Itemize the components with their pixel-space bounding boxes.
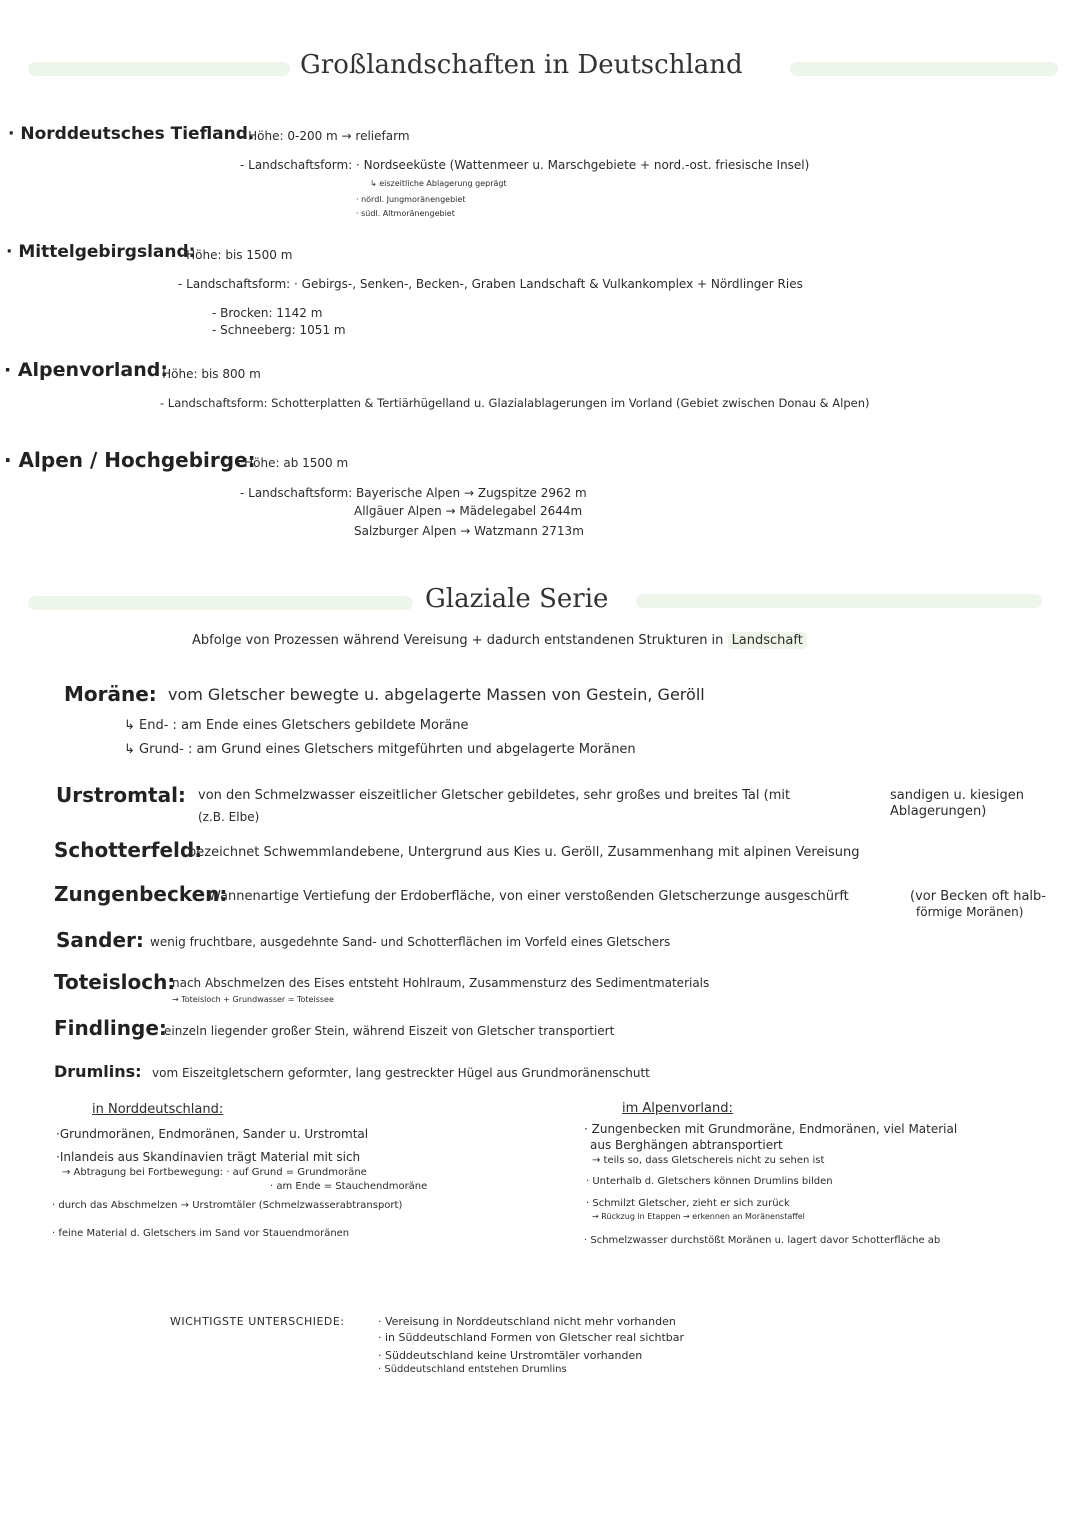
- sued-line-1: · Zungenbecken mit Grundmoräne, Endmoränen, viel Material: [584, 1122, 958, 1136]
- def-urstromtal: von den Schmelzwasser eiszeitlicher Gletscher gebildetes, sehr großes und breites Tal (mit: [198, 788, 791, 803]
- moraene-grund: ↳ Grund- : am Grund eines Gletschers mitgeführten und abgelagerte Moränen: [124, 742, 636, 757]
- mittelgebirge-form: - Landschaftsform: · Gebirgs-, Senken-, Becken-, Graben Landschaft & Vulkankomplex + Nördlinger Ries: [178, 277, 803, 291]
- term-schotterfeld: Schotterfeld:: [54, 838, 203, 862]
- term-findlinge: Findlinge:: [54, 1016, 167, 1040]
- nord-line-2: ·Inlandeis aus Skandinavien trägt Material mit sich: [56, 1150, 361, 1164]
- tiefland-form-sub: ↳ eiszeitliche Ablagerung geprägt: [370, 179, 507, 188]
- zungenbecken-note2: förmige Moränen): [916, 905, 1024, 919]
- nord-line-5: · durch das Abschmelzen → Urstromtäler (Schmelzwasserabtransport): [52, 1200, 403, 1211]
- term-zungenbecken: Zungenbecken:: [54, 882, 228, 906]
- unterschiede-3: · Süddeutschland keine Urstromtäler vorhanden: [378, 1349, 643, 1362]
- title2-highlight-left: [28, 596, 413, 610]
- sued-heading: im Alpenvorland:: [622, 1101, 733, 1116]
- region-mittelgebirge: · Mittelgebirgsland:: [6, 242, 196, 262]
- alpen-form: - Landschaftsform: Bayerische Alpen → Zugspitze 2962 m: [240, 486, 587, 500]
- urstromtal-note2: Ablagerungen): [890, 804, 987, 819]
- moraene-end: ↳ End- : am Ende eines Gletschers gebildete Moräne: [124, 718, 469, 733]
- title-highlight-right: [790, 62, 1058, 76]
- title2-highlight-right: [636, 594, 1042, 608]
- sued-line-5: · Schmilzt Gletscher, zieht er sich zurück: [586, 1198, 790, 1209]
- region-alpen: · Alpen / Hochgebirge:: [4, 448, 256, 472]
- zungenbecken-note1: (vor Becken oft halb-: [910, 889, 1046, 904]
- nord-line-3: → Abtragung bei Fortbewegung: · auf Grund = Grundmoräne: [62, 1167, 367, 1178]
- toteisloch-sub: → Toteisloch + Grundwasser = Toteissee: [172, 995, 334, 1004]
- sued-line-6: → Rückzug in Etappen → erkennen an Moränenstaffel: [592, 1212, 805, 1221]
- sued-line-2: aus Berghängen abtransportiert: [590, 1138, 783, 1152]
- unterschiede-4: · Süddeutschland entstehen Drumlins: [378, 1364, 567, 1375]
- mittelgebirge-brocken: - Brocken: 1142 m: [212, 306, 323, 320]
- alpenvorland-hoehe: - Höhe: bis 800 m: [154, 367, 261, 381]
- tiefland-item-alt: · südl. Altmoränengebiet: [356, 209, 455, 218]
- mittelgebirge-hoehe: - Höhe: bis 1500 m: [178, 248, 293, 262]
- urstromtal-note1: sandigen u. kiesigen: [890, 788, 1024, 803]
- alpen-salzburger: Salzburger Alpen → Watzmann 2713m: [354, 524, 584, 538]
- nord-heading: in Norddeutschland:: [92, 1102, 224, 1117]
- nord-line-4: · am Ende = Stauchendmoräne: [270, 1181, 428, 1192]
- tiefland-hoehe: - Höhe: 0-200 m → reliefarm: [240, 129, 410, 143]
- term-urstromtal: Urstromtal:: [56, 783, 186, 807]
- def-moraene: vom Gletscher bewegte u. abgelagerte Massen von Gestein, Geröll: [168, 685, 705, 704]
- unterschiede-2: · in Süddeutschland Formen von Gletscher real sichtbar: [378, 1331, 685, 1344]
- term-toteisloch: Toteisloch:: [54, 970, 176, 994]
- term-sander: Sander:: [56, 928, 144, 952]
- sued-line-4: · Unterhalb d. Gletschers können Drumlins bilden: [586, 1176, 833, 1187]
- mittelgebirge-schneeberg: - Schneeberg: 1051 m: [212, 323, 346, 337]
- nord-line-6: · feine Material d. Gletschers im Sand vor Stauendmoränen: [52, 1228, 350, 1239]
- region-tiefland: · Norddeutsches Tiefland.: [8, 124, 255, 144]
- def-schotterfeld: bezeichnet Schwemmlandebene, Untergrund aus Kies u. Geröll, Zusammenhang mit alpinen Vereisung: [188, 845, 860, 860]
- def-sander: wenig fruchtbare, ausgedehnte Sand- und Schotterflächen im Vorfeld eines Gletschers: [150, 935, 671, 949]
- term-drumlins: Drumlins:: [54, 1062, 142, 1081]
- region-alpenvorland: · Alpenvorland:: [4, 359, 168, 381]
- unterschiede-1: · Vereisung in Norddeutschland nicht mehr vorhanden: [378, 1315, 676, 1328]
- def-findlinge: einzeln liegender großer Stein, während Eiszeit von Gletscher transportiert: [164, 1024, 615, 1038]
- section-title-glaziale-serie: Glaziale Serie: [425, 584, 609, 614]
- def-drumlins: vom Eiszeitgletschern geformter, lang gestreckter Hügel aus Grundmoränenschutt: [152, 1066, 650, 1080]
- alpen-allgaeuer: Allgäuer Alpen → Mädelegabel 2644m: [354, 504, 583, 518]
- def-zungenbecken: Wannenartige Vertiefung der Erdoberfläche, von einer verstoßenden Gletscherzunge ausgeschürft: [208, 889, 849, 904]
- page-title: Großlandschaften in Deutschland: [300, 50, 743, 80]
- title-highlight-left: [28, 62, 290, 76]
- tiefland-item-jung: · nördl. Jungmoränengebiet: [356, 195, 466, 204]
- tiefland-form: - Landschaftsform: · Nordseeküste (Wattenmeer u. Marschgebiete + nord.-ost. friesische Insel): [240, 158, 810, 172]
- subtitle-text: Abfolge von Prozessen während Vereisung + dadurch entstandenen Strukturen in: [192, 633, 724, 648]
- term-moraene: Moräne:: [64, 682, 157, 706]
- urstromtal-example: (z.B. Elbe): [198, 810, 260, 824]
- alpenvorland-form: - Landschaftsform: Schotterplatten & Tertiärhügelland u. Glazialablagerungen im Vorland (Gebiet zwischen Donau & Alpen): [160, 396, 870, 410]
- sued-line-3: → teils so, dass Gletschereis nicht zu sehen ist: [592, 1155, 825, 1166]
- def-toteisloch: nach Abschmelzen des Eises entsteht Hohlraum, Zusammensturz des Sedimentmaterials: [172, 976, 710, 990]
- nord-line-1: ·Grundmoränen, Endmoränen, Sander u. Urstromtal: [56, 1127, 369, 1141]
- alpen-hoehe: - Höhe: ab 1500 m: [236, 456, 349, 470]
- sued-line-7: · Schmelzwasser durchstößt Moränen u. lagert davor Schotterfläche ab: [584, 1235, 941, 1246]
- section-subtitle: [192, 633, 807, 648]
- subtitle-highlight: Landschaft: [728, 632, 807, 649]
- unterschiede-label: WICHTIGSTE UNTERSCHIEDE:: [170, 1315, 345, 1328]
